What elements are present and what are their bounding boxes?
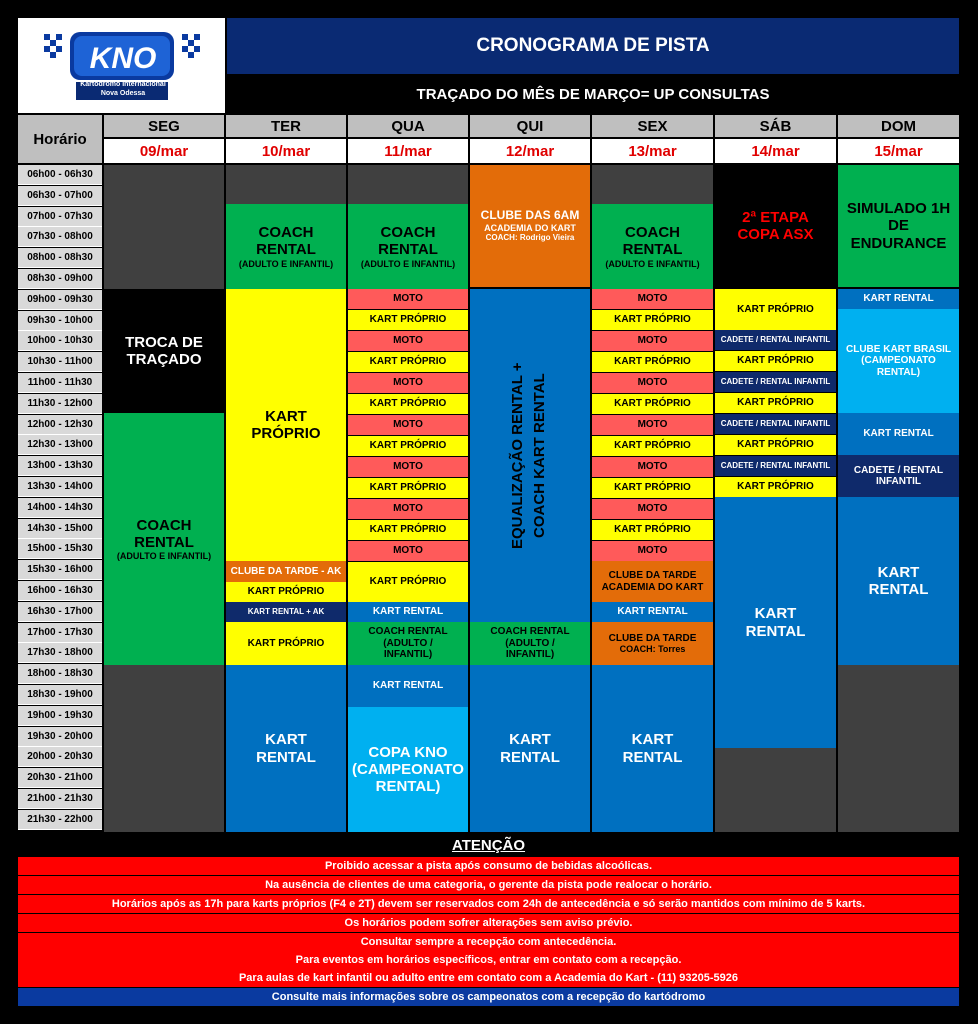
qua-coach-ai-label: COACH RENTAL (ADULTO / INFANTIL)	[368, 626, 448, 661]
sex-kart-proprio-slot: KART PRÓPRIO	[592, 436, 713, 457]
time-slot: 12h00 - 12h30	[18, 415, 102, 435]
qua-kart-rental-1800: KART RENTAL	[348, 665, 468, 707]
date-dom: 15/mar	[838, 139, 959, 163]
sab-cadete-slot: CADETE / RENTAL INFANTIL	[715, 372, 836, 393]
time-slot: 17h00 - 17h30	[18, 623, 102, 643]
sex-kart-proprio-slot: KART PRÓPRIO	[592, 478, 713, 499]
ter-kart-proprio-1600: KART PRÓPRIO	[226, 582, 346, 602]
time-slot: 10h30 - 11h00	[18, 352, 102, 372]
sab-etapa-asx	[715, 165, 836, 287]
ter-coach-rental	[226, 204, 346, 289]
seg-troca-label: TROCA DE TRAÇADO	[125, 333, 203, 368]
date-sab: 14/mar	[715, 139, 836, 163]
time-slot: 06h00 - 06h30	[18, 165, 102, 185]
qui-clube-6am-label: CLUBE DAS 6AM	[480, 208, 580, 223]
qua-coach-sub: (ADULTO E INFANTIL)	[360, 258, 456, 269]
sab-kart-proprio-slot: KART PRÓPRIO	[715, 435, 836, 456]
day-header-qua: QUA	[348, 115, 468, 137]
sex-coach-sub: (ADULTO E INFANTIL)	[605, 258, 700, 269]
qui-coach-ai-label: COACH RENTAL (ADULTO / INFANTIL)	[490, 626, 570, 661]
sex-moto-slot: MOTO	[592, 331, 713, 352]
qua-coach-rental-1700	[348, 622, 468, 665]
qua-kart-proprio-slot: KART PRÓPRIO	[348, 562, 468, 603]
sex-coach-torres: COACH: Torres	[619, 644, 686, 655]
sex-academia-label: ACADEMIA DO KART	[601, 581, 704, 593]
time-slot: 10h00 - 10h30	[18, 331, 102, 351]
attention-title	[18, 835, 959, 855]
time-slot: 16h00 - 16h30	[18, 581, 102, 601]
kno-logo	[18, 18, 225, 113]
qui-academia-label: ACADEMIA DO KART	[484, 223, 576, 234]
dom-simulado	[838, 165, 959, 287]
sex-moto-slot: MOTO	[592, 499, 713, 520]
date-seg: 09/mar	[104, 139, 224, 163]
notice-line: Para aulas de kart infantil ou adulto entre em contato com a Academia do Kart - (11) 93205-5926	[18, 969, 959, 987]
date-qui: 12/mar	[470, 139, 590, 163]
horario-header: Horário	[18, 115, 102, 163]
ter-coach-label: COACH RENTAL	[256, 224, 316, 259]
ter-kart-proprio-1700: KART PRÓPRIO	[226, 622, 346, 665]
time-slot: 14h30 - 15h00	[18, 519, 102, 539]
logo-text: KNO	[89, 42, 157, 75]
time-slot: 15h30 - 16h00	[18, 560, 102, 580]
time-slot: 21h00 - 21h30	[18, 789, 102, 809]
qua-kart-proprio-slot: KART PRÓPRIO	[348, 520, 468, 541]
time-slot: 16h30 - 17h00	[18, 602, 102, 622]
qua-empty-early	[348, 165, 468, 204]
time-slot: 18h30 - 19h00	[18, 685, 102, 705]
qua-kart-proprio-slot: KART PRÓPRIO	[348, 436, 468, 457]
day-header-dom: DOM	[838, 115, 959, 137]
time-slot: 09h30 - 10h00	[18, 311, 102, 331]
dom-ckb-label: CLUBE KART BRASIL (CAMPEONATO RENTAL)	[846, 343, 951, 378]
dom-simulado-label: SIMULADO 1H DE ENDURANCE	[846, 200, 951, 252]
qua-kart-rental-1630: KART RENTAL	[348, 602, 468, 622]
seg-coach-label: COACH RENTAL	[134, 516, 194, 551]
qua-kart-proprio-slot: KART PRÓPRIO	[348, 310, 468, 331]
sex-moto-slot: MOTO	[592, 457, 713, 478]
time-slot: 20h00 - 20h30	[18, 747, 102, 767]
dom-cadete-label: CADETE / RENTAL INFANTIL	[853, 464, 944, 487]
time-slot: 11h30 - 12h00	[18, 394, 102, 414]
ter-kart-rental-label: KART RENTAL	[256, 731, 316, 766]
notice-line: Proibido acessar a pista após consumo de bebidas alcoólicas.	[18, 857, 959, 875]
qua-coach-rental	[348, 204, 468, 289]
time-slot: 07h30 - 08h00	[18, 227, 102, 247]
time-slot: 08h30 - 09h00	[18, 269, 102, 289]
time-slot: 11h00 - 11h30	[18, 373, 102, 393]
sab-kart-rental-afternoon	[715, 497, 836, 748]
time-slot: 14h00 - 14h30	[18, 498, 102, 518]
qua-kart-proprio-slot: KART PRÓPRIO	[348, 478, 468, 499]
sab-kart-proprio-slot: KART PRÓPRIO	[715, 393, 836, 414]
ter-empty-early	[226, 165, 346, 204]
time-slot: 21h30 - 22h00	[18, 810, 102, 830]
notice-line: Para eventos em horários específicos, entrar em contato com a recepção.	[18, 951, 959, 969]
sex-kart-rental-evening	[592, 665, 713, 832]
seg-empty-evening	[104, 665, 224, 832]
time-slot: 06h30 - 07h00	[18, 186, 102, 206]
dom-clube-kart-brasil	[838, 309, 959, 413]
time-slot: 07h00 - 07h30	[18, 207, 102, 227]
sex-moto-slot: MOTO	[592, 415, 713, 436]
date-qua: 11/mar	[348, 139, 468, 163]
qui-kart-rental-evening	[470, 665, 590, 832]
day-header-qui: QUI	[470, 115, 590, 137]
qua-moto-slot: MOTO	[348, 457, 468, 478]
time-slot: 09h00 - 09h30	[18, 290, 102, 310]
logo-line1: Kartódromo Internacional	[80, 81, 166, 88]
sab-kart-proprio-slot: KART PRÓPRIO	[715, 351, 836, 372]
time-slot: 13h30 - 14h00	[18, 477, 102, 497]
qui-coach-rental-1700	[470, 622, 590, 665]
qua-coach-label: COACH RENTAL	[378, 224, 438, 259]
sex-kart-rental-label: KART RENTAL	[622, 731, 683, 766]
sab-empty-evening	[715, 748, 836, 832]
notice-line: Horários após as 17h para karts próprios (F4 e 2T) devem ser reservados com 24h de antecedência e só serão mantidos com mínimo de 5 karts.	[18, 895, 959, 913]
notice-line: Na ausência de clientes de uma categoria, o gerente da pista pode realocar o horário.	[18, 876, 959, 894]
sex-moto-slot: MOTO	[592, 541, 713, 562]
sex-clube-tarde-torres	[592, 622, 713, 665]
sex-kart-proprio-slot: KART PRÓPRIO	[592, 352, 713, 373]
qua-moto-slot: MOTO	[348, 289, 468, 310]
sab-kart-proprio-0900: KART PRÓPRIO	[715, 289, 836, 330]
dom-kart-rental-afternoon	[838, 497, 959, 665]
qua-copa-kno	[348, 707, 468, 832]
page-title: CRONOGRAMA DE PISTA	[227, 18, 959, 74]
date-sex: 13/mar	[592, 139, 713, 163]
day-header-sab: SÁB	[715, 115, 836, 137]
qua-kart-proprio-slot: KART PRÓPRIO	[348, 352, 468, 373]
ter-clube-tarde-ak: CLUBE DA TARDE - AK	[226, 561, 346, 582]
ter-kart-rental-evening	[226, 665, 346, 832]
sex-kart-proprio-slot: KART PRÓPRIO	[592, 394, 713, 415]
time-slot: 17h30 - 18h00	[18, 643, 102, 663]
dom-cadete-rental	[838, 455, 959, 497]
sex-moto-slot: MOTO	[592, 289, 713, 310]
dom-kart-rental-0900: KART RENTAL	[838, 289, 959, 309]
date-ter: 10/mar	[226, 139, 346, 163]
time-slot: 08h00 - 08h30	[18, 248, 102, 268]
sex-coach-label: COACH RENTAL	[622, 224, 683, 259]
sex-kart-proprio-slot: KART PRÓPRIO	[592, 310, 713, 331]
ter-kart-proprio	[226, 289, 346, 561]
qui-coach-rodrigo: COACH: Rodrigo Vieira	[485, 233, 575, 243]
qua-moto-slot: MOTO	[348, 499, 468, 520]
sex-clube-tarde	[592, 561, 713, 602]
notice-line: Consultar sempre a recepção com antecedência.	[18, 933, 959, 951]
sab-kart-proprio-slot: KART PRÓPRIO	[715, 477, 836, 498]
qua-moto-slot: MOTO	[348, 373, 468, 394]
attention-title-text: ATENÇÃO	[451, 836, 526, 854]
seg-troca-tracado	[104, 289, 224, 413]
sex-clube-tarde-label: CLUBE DA TARDE	[608, 570, 697, 581]
day-header-seg: SEG	[104, 115, 224, 137]
qua-copa-kno-label: COPA KNO (CAMPEONATO RENTAL)	[352, 743, 464, 796]
time-slot: 18h00 - 18h30	[18, 664, 102, 684]
ter-coach-sub: (ADULTO E INFANTIL)	[238, 258, 334, 269]
time-slot: 15h00 - 15h30	[18, 539, 102, 559]
sex-kart-rental-1630: KART RENTAL	[592, 602, 713, 622]
sab-etapa-asx-label: 2ª ETAPA COPA ASX	[737, 208, 814, 243]
dom-empty-evening	[838, 665, 959, 832]
time-slot: 12h30 - 13h00	[18, 435, 102, 455]
sab-kart-rental-label: KART RENTAL	[745, 605, 806, 640]
sex-coach-rental	[592, 204, 713, 289]
qua-moto-slot: MOTO	[348, 331, 468, 352]
seg-empty-morning	[104, 165, 224, 289]
sex-clube-tarde-2-label: CLUBE DA TARDE	[608, 632, 697, 644]
notice-line: Os horários podem sofrer alterações sem aviso prévio.	[18, 914, 959, 932]
page-subtitle: TRAÇADO DO MÊS DE MARÇO= UP CONSULTAS	[227, 76, 959, 113]
sex-kart-proprio-slot: KART PRÓPRIO	[592, 520, 713, 541]
day-header-sex: SEX	[592, 115, 713, 137]
sab-cadete-slot: CADETE / RENTAL INFANTIL	[715, 414, 836, 435]
day-header-ter: TER	[226, 115, 346, 137]
qua-moto-slot: MOTO	[348, 415, 468, 436]
footer-info: Consulte mais informações sobre os campeonatos com a recepção do kartódromo	[18, 988, 959, 1006]
time-slot: 19h00 - 19h30	[18, 706, 102, 726]
dom-kart-rental-1200: KART RENTAL	[838, 413, 959, 455]
time-slot: 13h00 - 13h30	[18, 456, 102, 476]
qui-clube-6am	[470, 165, 590, 287]
qui-kart-rental-label: KART RENTAL	[500, 731, 560, 766]
sex-moto-slot: MOTO	[592, 373, 713, 394]
seg-coach-sub: (ADULTO E INFANTIL)	[116, 551, 212, 562]
seg-coach-rental	[104, 413, 224, 665]
qua-moto-slot: MOTO	[348, 541, 468, 562]
ter-kart-rental-ak: KART RENTAL + AK	[226, 602, 346, 622]
dom-kart-rental-label: KART RENTAL	[868, 563, 929, 598]
sex-empty-early	[592, 165, 713, 204]
time-slot: 20h30 - 21h00	[18, 768, 102, 788]
sab-cadete-slot: CADETE / RENTAL INFANTIL	[715, 456, 836, 477]
qui-equalizacao-label: EQUALIZAÇÃO RENTAL + COACH KART RENTAL	[509, 362, 548, 549]
qua-kart-proprio-slot: KART PRÓPRIO	[348, 394, 468, 415]
sab-cadete-slot: CADETE / RENTAL INFANTIL	[715, 330, 836, 351]
logo-line2: Nova Odessa	[100, 90, 146, 97]
qui-equalizacao	[470, 289, 590, 622]
time-slot: 19h30 - 20h00	[18, 727, 102, 747]
ter-kart-proprio-label: KART PRÓPRIO	[251, 407, 321, 442]
